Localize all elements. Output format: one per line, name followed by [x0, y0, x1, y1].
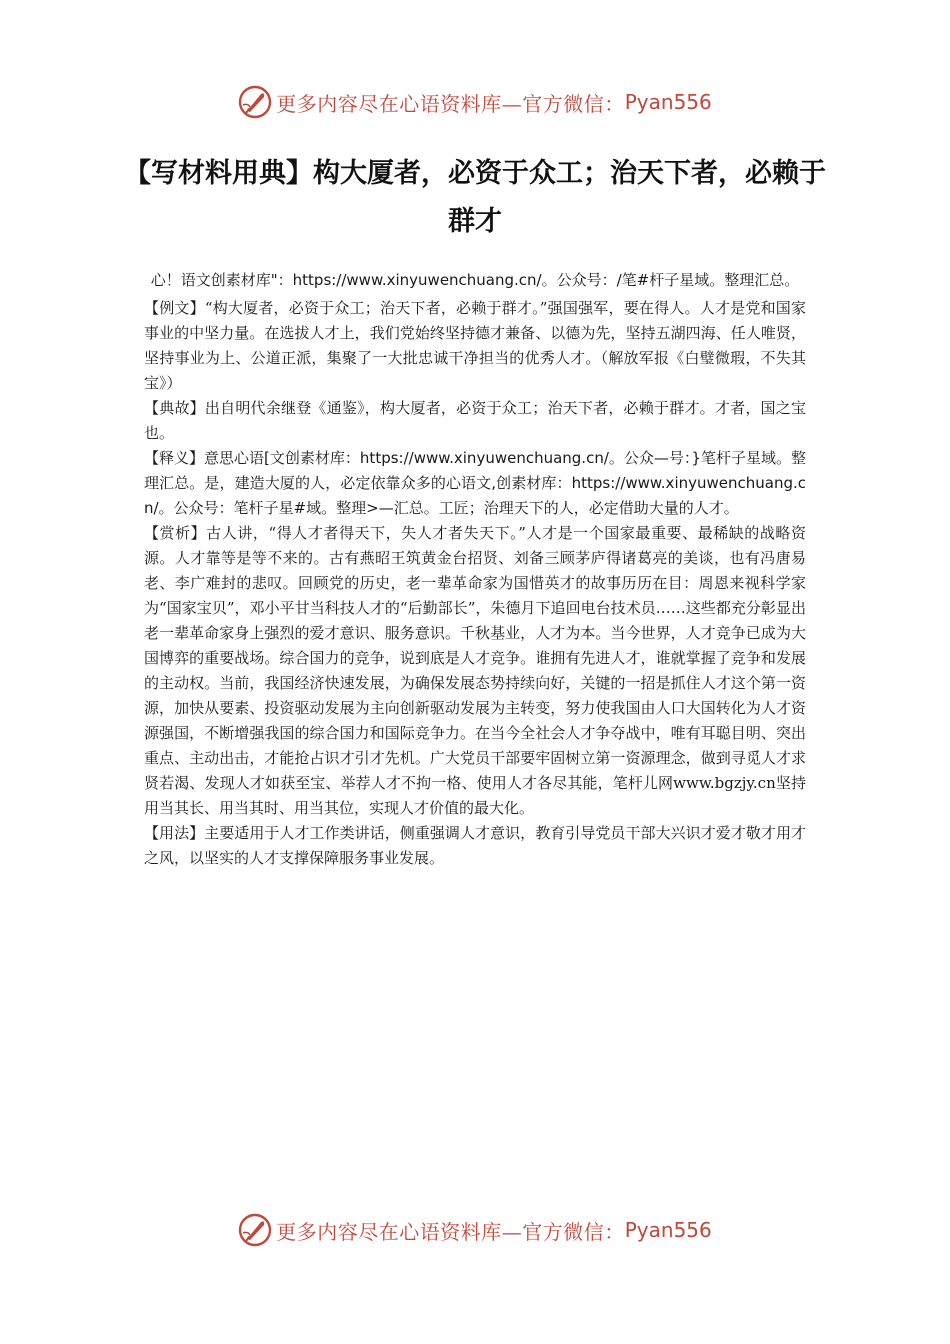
section-usage: 【用法】主要适用于人才工作类讲话，侧重强调人才意识，教育引导党员干部大兴识才爱才敬才用才之风，以坚实的人才支撑保障服务事业发展。 [144, 824, 806, 867]
section-source: 【典故】出自明代余继登《通鉴》，构大厦者，必资于众工；治天下者，必赖于群才。才者，国之宝也。 [144, 399, 806, 442]
page-title: 【写材料用典】构大厦者，必资于众工；治天下者，必赖于群才 [124, 158, 826, 237]
section-analysis: 【赏析】古人讲，“得人才者得天下，失人才者失天下。”人才是一个国家最重要、最稀缺的战略资源。人才靠等是等不来的。古有燕昭王筑黄金台招贤、刘备三顾茅庐得诸葛亮的美谈，也有冯唐易老、李广难封的悲叹。回顾党的历史，老一辈革命家为国惜英才的故事历历在目：周恩来视科学家为“国家宝贝”，邓小平甘当科技人才的“后勤部长”，朱德月下追回电台技术员……这些都充分彰显出老一辈革命家身上强烈的爱才意识、服务意识。千秋基业，人才为本。当今世界，人才竞争已成为大国博弈的重要战场。综合国力的竞争，说到底是人才竞争。谁拥有先进人才，谁就掌握了竞争和发展的主动权。当前，我国经济快速发展，为确保发展态势持续向好，关键的一招是抓住人才这个第一资源，加快从要素、投资驱动发展为主向创新驱动发展为主转变，努力使我国由人口大国转化为人才资源强国，不断增强我国的综合国力和国际竞争力。在当今全社会人才争夺战中，唯有耳聪目明、突出重点、主动出击，才能抢占识才引才先机。广大党员干部要牢固树立第一资源理念，做到寻觅人才求贤若渴、发现人才如获至宝、举荐人才不拘一格、使用人才各尽其能，笔杆儿网www.bgzjy.cn坚持用当其长、用当其时、用当其位，实现人才价值的最大化。 [144, 524, 806, 817]
source-intro: 心！语文创素材库"：https://www.xinyuwenchuang.cn/。公众号：/笔#杆子星域。整理汇总。 [150, 271, 800, 289]
quill-pen-logo-icon [238, 1213, 272, 1247]
banner-wechat-id: Pyan556 [624, 1218, 712, 1242]
banner-text: 更多内容尽在心语资料库—官方微信： [276, 1219, 625, 1244]
quill-pen-logo-icon [238, 85, 272, 119]
article-body [144, 268, 806, 871]
section-meaning: 【释义】意思心语[文创素材库：https://www.xinyuwenchuang.cn/。公众—号：}笔杆子星域。整理汇总。是，建造大厦的人，必定依靠众多的心语文,创素材库：https://www.xinyuwenchuang.cn/。公众号：笔杆子星#域。整理>—汇总。工匠；治理天下的人，必定借助大量的人才。 [144, 449, 806, 517]
banner-wechat-id: Pyan556 [624, 90, 712, 114]
banner-text: 更多内容尽在心语资料库—官方微信： [276, 91, 625, 116]
footer-banner [0, 1206, 950, 1254]
header-banner [0, 78, 950, 126]
section-example: 【例文】“构大厦者，必资于众工；治天下者，必赖于群才。”强国强军，要在得人。人才是党和国家事业的中坚力量。在选拔人才上，我们党始终坚持德才兼备、以德为先，坚持五湖四海、任人唯贤，坚持事业为上、公道正派，集聚了一大批忠诚干净担当的优秀人才。（解放军报《白璧微瑕，不失其宝》） [144, 299, 806, 392]
